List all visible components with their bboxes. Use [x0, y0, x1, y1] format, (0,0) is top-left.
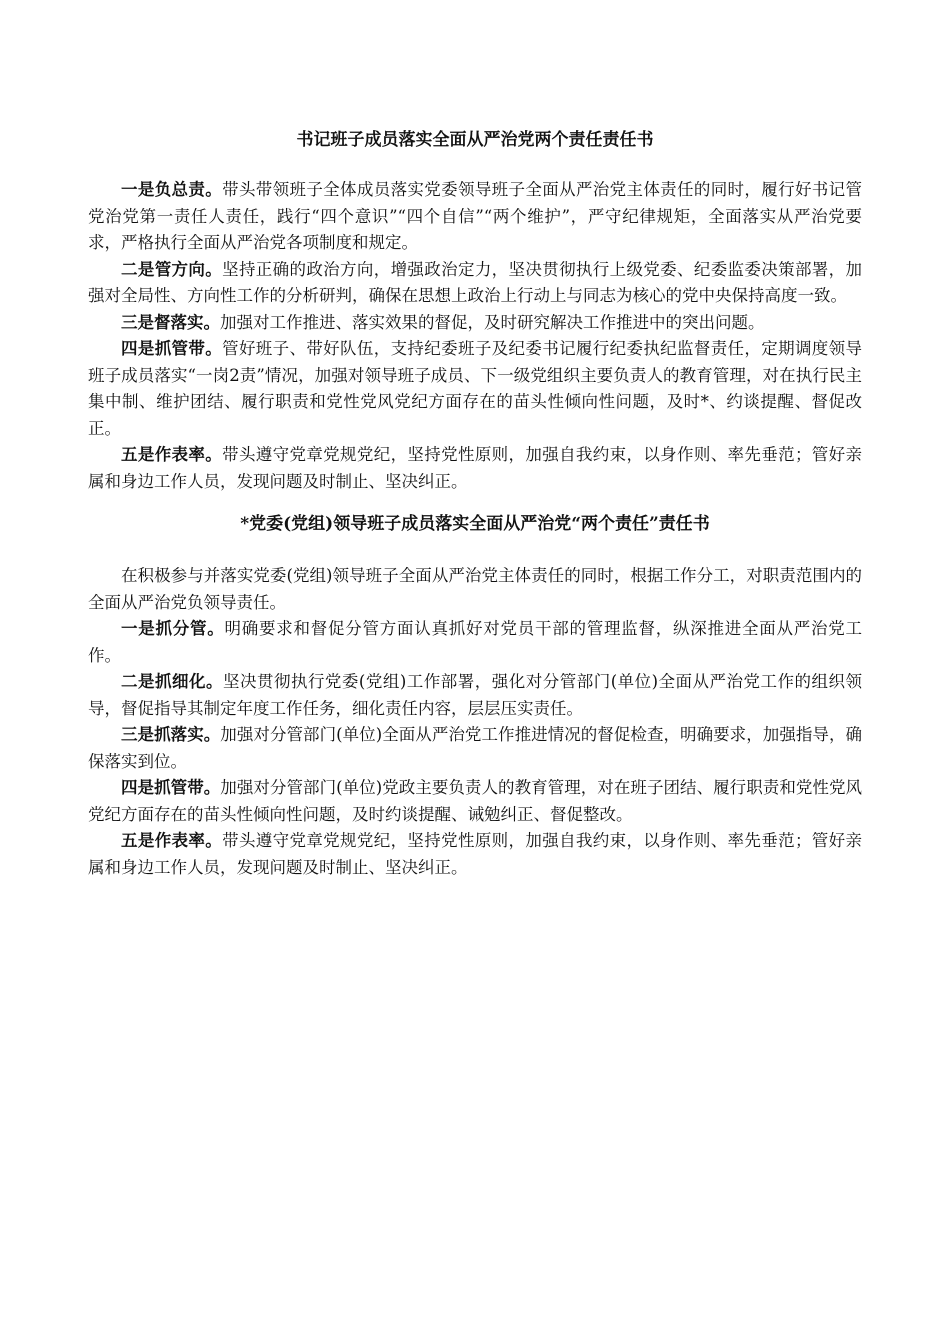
section-secretary-responsibilities	[88, 177, 862, 495]
paragraph	[88, 177, 862, 257]
paragraph	[88, 310, 862, 337]
paragraph-text: 带头带领班子全体成员落实党委领导班子全面从严治党主体责任的同时，履行好书记管党治党第一责任人责任，践行“四个意识”“四个自信”“两个维护”，严守纪律规矩，全面落实从严治党要求，严格执行全面从严治党各项制度和规定。	[88, 180, 863, 252]
paragraph-lead: 一是抓分管。	[121, 619, 225, 638]
paragraph	[88, 669, 862, 722]
paragraph-lead: 三是督落实。	[121, 312, 220, 332]
paragraph-text: 带头遵守党章党规党纪，坚持党性原则，加强自我约束，以身作则、率先垂范；管好亲属和身边工作人员，发现问题及时制止、坚决纠正。	[88, 445, 863, 491]
paragraph-lead: 四是抓管带。	[121, 339, 223, 358]
paragraph	[88, 828, 862, 881]
paragraph-lead: 五是作表率。	[121, 445, 223, 464]
section-title: *党委(党组)领导班子成员落实全面从严治党“两个责任”责任书	[240, 514, 710, 534]
paragraph-lead: 二是抓细化。	[121, 672, 223, 691]
paragraph	[88, 722, 862, 775]
document-title: 书记班子成员落实全面从严治党两个责任责任书	[296, 130, 654, 150]
paragraph-text: 带头遵守党章党规党纪，坚持党性原则，加强自我约束，以身作则、率先垂范；管好亲属和身边工作人员，发现问题及时制止、坚决纠正。	[88, 831, 863, 877]
intro-paragraph: 在积极参与并落实党委(党组)领导班子全面从严治党主体责任的同时，根据工作分工，对职责范围内的全面从严治党负领导责任。	[88, 566, 862, 612]
paragraph-text: 加强对分管部门(单位)党政主要负责人的教育管理，对在班子团结、履行职责和党性党风党纪方面存在的苗头性倾向性问题，及时约谈提醒、诫勉纠正、督促整改。	[88, 778, 863, 824]
paragraph	[88, 616, 862, 669]
section-member-responsibilities	[88, 563, 862, 881]
paragraph-text: 加强对分管部门(单位)全面从严治党工作推进情况的督促检查，明确要求，加强指导，确保落实到位。	[88, 725, 863, 771]
paragraph-lead: 四是抓管带。	[121, 778, 221, 797]
paragraph-lead: 五是作表率。	[121, 831, 223, 850]
paragraph-lead: 三是抓落实。	[121, 725, 221, 744]
paragraph	[88, 336, 862, 442]
paragraph-text: 坚决贯彻执行党委(党组)工作部署，强化对分管部门(单位)全面从严治党工作的组织领导，督促指导其制定年度工作任务，细化责任内容，层层压实责任。	[88, 672, 863, 718]
paragraph-text: 管好班子、带好队伍，支持纪委班子及纪委书记履行纪委执纪监督责任，定期调度领导班子成员落实“一岗2责”情况，加强对领导班子成员、下一级党组织主要负责人的教育管理，对在执行民主集中制、维护团结、履行职责和党性党风党纪方面存在的苗头性倾向性问题，及时*、约谈提醒、督促改正。	[88, 339, 863, 438]
paragraph	[88, 257, 862, 310]
paragraph-lead: 二是管方向。	[121, 259, 223, 279]
paragraph	[88, 442, 862, 495]
paragraph	[88, 775, 862, 828]
paragraph-text: 坚持正确的政治方向，增强政治定力，坚决贯彻执行上级党委、纪委监委决策部署，加强对全局性、方向性工作的分析研判，确保在思想上政治上行动上与同志为核心的党中央保持高度一致。	[88, 259, 863, 305]
paragraph-text: 加强对工作推进、落实效果的督促，及时研究解决工作推进中的突出问题。	[220, 312, 765, 332]
paragraph-lead: 一是负总责。	[121, 180, 223, 199]
paragraph-text: 明确要求和督促分管方面认真抓好对党员干部的管理监督，纵深推进全面从严治党工作。	[88, 619, 862, 665]
